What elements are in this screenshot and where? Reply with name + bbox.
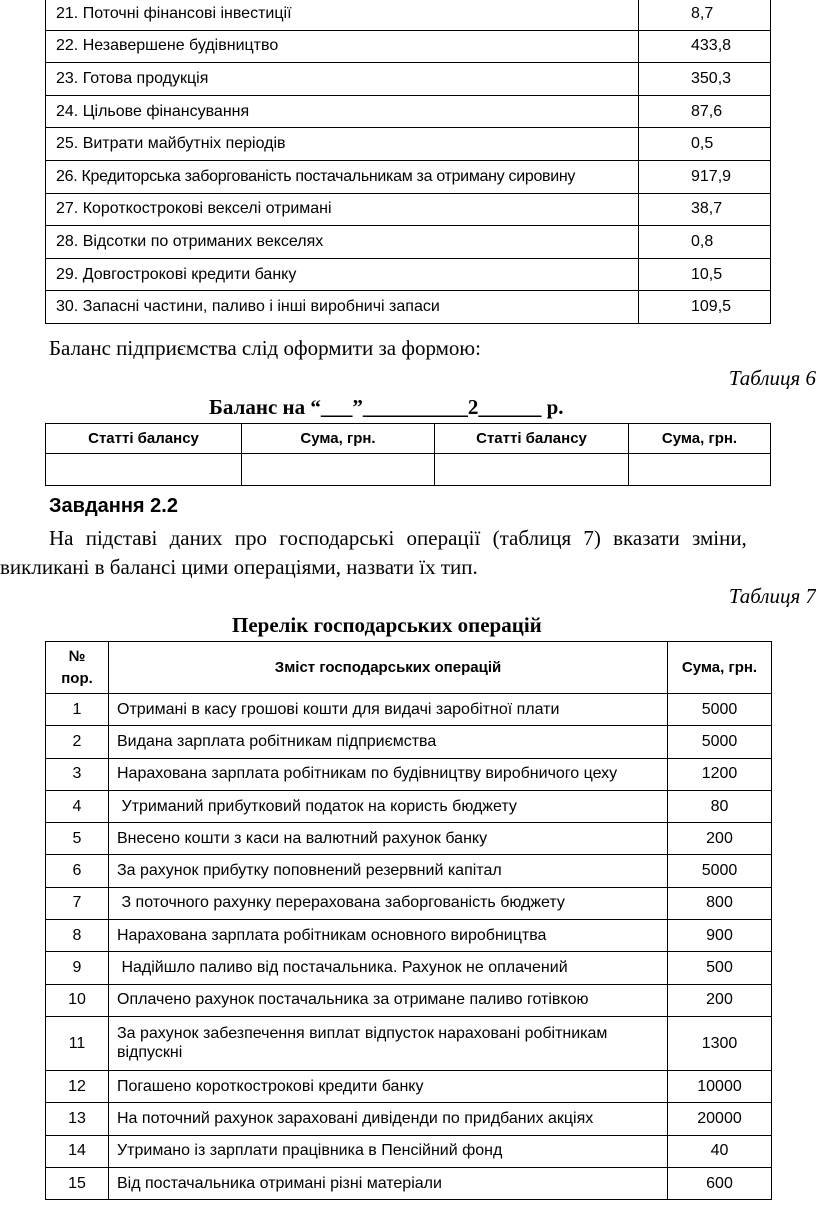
row-sum: 200 (668, 823, 772, 855)
row-text: За рахунок забезпечення виплат відпусток нараховані робітникам відпускні (109, 1016, 668, 1070)
table-row (46, 920, 772, 952)
row-text: Надійшло паливо від постачальника. Рахунок не оплачений (109, 952, 668, 984)
empty-cell (435, 454, 629, 486)
row-sum: 600 (668, 1167, 772, 1199)
column-header: Статті балансу (46, 424, 242, 454)
row-value: 917,9 (639, 160, 771, 193)
row-sum: 40 (668, 1135, 772, 1167)
table-row (46, 887, 772, 919)
task-text-line2: викликані в балансі цими операціями, назвати їх тип. (0, 555, 478, 579)
row-num: 13 (46, 1103, 109, 1135)
table-row (46, 1070, 772, 1102)
row-sum: 200 (668, 984, 772, 1016)
row-num: 9 (46, 952, 109, 984)
row-text: Погашено короткострокові кредити банку (109, 1070, 668, 1102)
empty-cell (46, 454, 242, 486)
row-text: Видана зарплата робітникам підприємства (109, 726, 668, 758)
column-header-content: Зміст господарських операцій (109, 642, 668, 694)
row-text: З поточного рахунку перерахована заборгованість бюджету (109, 887, 668, 919)
table-row (46, 63, 771, 96)
row-name: 23. Готова продукція (46, 63, 639, 96)
row-num: 12 (46, 1070, 109, 1102)
row-name: 30. Запасні частини, паливо і інші виробничі запаси (46, 291, 639, 324)
row-text: Утримано із зарплати працівника в Пенсійний фонд (109, 1135, 668, 1167)
row-sum: 10000 (668, 1070, 772, 1102)
row-num: 14 (46, 1135, 109, 1167)
row-num: 11 (46, 1016, 109, 1070)
table-row (46, 454, 771, 486)
row-value: 8,7 (639, 0, 771, 30)
row-text: Утриманий прибутковий податок на користь бюджету (109, 790, 668, 822)
row-text: На поточний рахунок зараховані дивіденди по придбаних акціях (109, 1103, 668, 1135)
column-header: Сума, грн. (242, 424, 435, 454)
row-name: 22. Незавершене будівництво (46, 30, 639, 63)
balance-note: Баланс підприємства слід оформити за формою: (49, 336, 481, 360)
row-value: 38,7 (639, 193, 771, 226)
row-value: 433,8 (639, 30, 771, 63)
row-sum: 1300 (668, 1016, 772, 1070)
row-value: 350,3 (639, 63, 771, 96)
row-text: Оплачено рахунок постачальника за отримане паливо готівкою (109, 984, 668, 1016)
row-num: 7 (46, 887, 109, 919)
row-sum: 5000 (668, 726, 772, 758)
column-header-num (46, 642, 109, 694)
row-num: 2 (46, 726, 109, 758)
row-sum: 900 (668, 920, 772, 952)
row-text: Нарахована зарплата робітникам основного виробництва (109, 920, 668, 952)
row-name: 29. Довгострокові кредити банку (46, 258, 639, 291)
row-value: 0,8 (639, 226, 771, 259)
table-row (46, 1135, 772, 1167)
row-sum: 500 (668, 952, 772, 984)
table-row (46, 291, 771, 324)
table-row (46, 258, 771, 291)
row-sum: 80 (668, 790, 772, 822)
row-sum: 1200 (668, 758, 772, 790)
table-row (46, 160, 771, 193)
row-num: 3 (46, 758, 109, 790)
table-row (46, 95, 771, 128)
row-name: 24. Цільове фінансування (46, 95, 639, 128)
row-num: 8 (46, 920, 109, 952)
row-sum: 5000 (668, 855, 772, 887)
row-text: За рахунок прибутку поповнений резервний капітал (109, 855, 668, 887)
row-num: 4 (46, 790, 109, 822)
table-row (46, 128, 771, 161)
row-name: 28. Відсотки по отриманих векселях (46, 226, 639, 259)
row-text: Від постачальника отримані різні матеріали (109, 1167, 668, 1199)
header-num-symbol: № (68, 647, 86, 665)
table-row (46, 1016, 772, 1070)
table6-caption: Таблиця 6 (728, 366, 816, 390)
table-row (46, 1103, 772, 1135)
table7-caption: Таблиця 7 (728, 584, 816, 608)
table-row (46, 984, 772, 1016)
indicators-table (45, 0, 771, 324)
table-header-row (46, 424, 771, 454)
table-row (46, 855, 772, 887)
table-row (46, 30, 771, 63)
table-row (46, 952, 772, 984)
indicators-table-body (46, 0, 771, 323)
column-header-sum: Сума, грн. (668, 642, 772, 694)
table-row (46, 823, 772, 855)
header-num-label: пор. (61, 669, 93, 687)
row-value: 10,5 (639, 258, 771, 291)
row-sum: 20000 (668, 1103, 772, 1135)
table-row (46, 694, 772, 726)
column-header: Статті балансу (435, 424, 629, 454)
empty-cell (629, 454, 771, 486)
table-row (46, 758, 772, 790)
row-value: 109,5 (639, 291, 771, 324)
table-row (46, 0, 771, 30)
table-row (46, 726, 772, 758)
table6-title: Баланс на “___”__________2______ р. (209, 395, 564, 419)
operations-table (45, 641, 772, 1200)
table-row (46, 226, 771, 259)
task-heading: Завдання 2.2 (49, 495, 178, 517)
row-text: Отримані в касу грошові кошти для видачі заробітної плати (109, 694, 668, 726)
row-name: 21. Поточні фінансові інвестиції (46, 0, 639, 30)
empty-cell (242, 454, 435, 486)
row-sum: 800 (668, 887, 772, 919)
row-text: Внесено кошти з каси на валютний рахунок банку (109, 823, 668, 855)
row-num: 15 (46, 1167, 109, 1199)
table-row (46, 790, 772, 822)
row-num: 5 (46, 823, 109, 855)
row-name: 26. Кредиторська заборгованість постачальникам за отриману сировину (46, 160, 639, 193)
balance-form-table (45, 423, 771, 486)
table7-title: Перелік господарських операцій (232, 613, 542, 637)
row-name: 27. Короткострокові векселі отримані (46, 193, 639, 226)
row-num: 10 (46, 984, 109, 1016)
row-num: 6 (46, 855, 109, 887)
row-text: Нарахована зарплата робітникам по будівництву виробничого цеху (109, 758, 668, 790)
table-row (46, 193, 771, 226)
row-num: 1 (46, 694, 109, 726)
row-name: 25. Витрати майбутніх періодів (46, 128, 639, 161)
task-text-line1: На підставі даних про господарські операції (таблиця 7) вказати зміни, (49, 526, 747, 550)
column-header: Сума, грн. (629, 424, 771, 454)
table-row (46, 1167, 772, 1199)
table-header-row (46, 642, 772, 694)
row-value: 87,6 (639, 95, 771, 128)
row-value: 0,5 (639, 128, 771, 161)
row-sum: 5000 (668, 694, 772, 726)
